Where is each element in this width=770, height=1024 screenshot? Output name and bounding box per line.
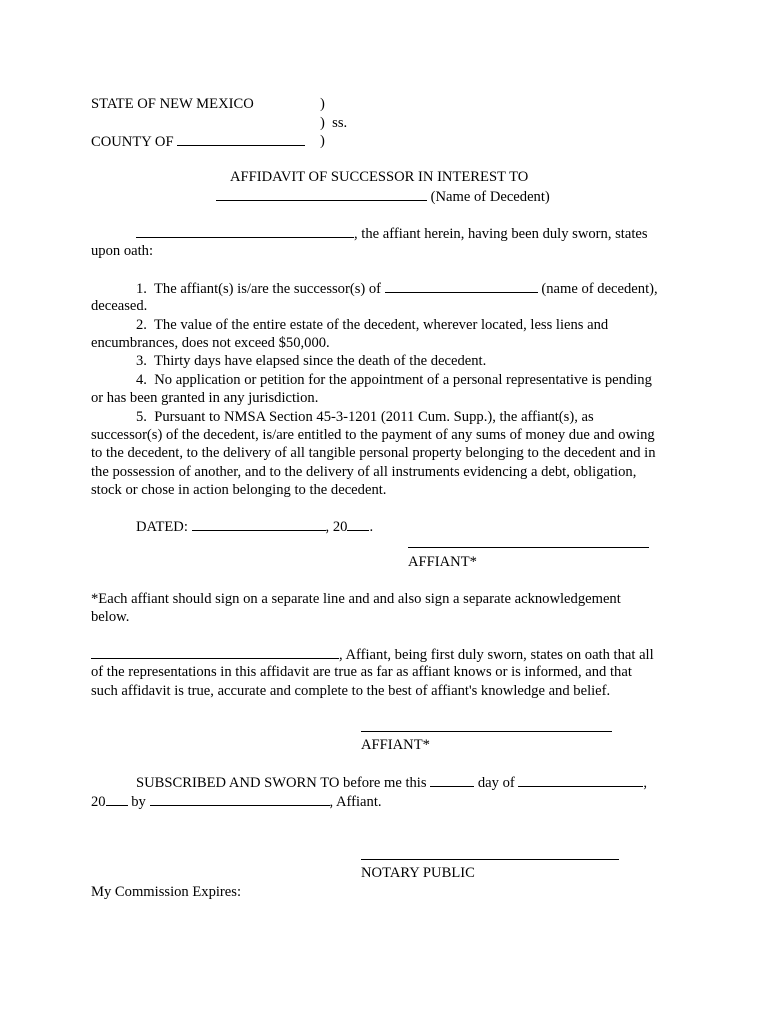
item-1-text: 1. The affiant(s) is/are the successor(s) of bbox=[136, 281, 382, 297]
caption-ss: ) ss. bbox=[320, 115, 348, 131]
county-label: COUNTY OF bbox=[91, 134, 174, 150]
oath-line-3: such affidavit is true, accurate and complete to the best of affiant's knowledge and belief. bbox=[91, 683, 611, 699]
notary-label: NOTARY PUBLIC bbox=[361, 865, 475, 881]
dated-label: DATED: bbox=[136, 519, 188, 535]
oath-text: , Affiant, being first duly sworn, states on oath that all bbox=[339, 647, 654, 663]
item-5-line-2: successor(s) of the decedent, is/are entitled to the payment of any sums of money due and owing bbox=[91, 427, 655, 443]
decedent-name-line bbox=[216, 187, 550, 206]
caption-paren-2: ) bbox=[320, 133, 325, 149]
subscribed-by-label: by bbox=[131, 794, 146, 810]
subscribed-year-label: 20 bbox=[91, 794, 106, 810]
item-5-line-4: the possession of another, and to the delivery of all instruments evidencing a debt, obligation, bbox=[91, 464, 637, 480]
item-1-decedent-blank[interactable] bbox=[385, 279, 538, 293]
decedent-name-caption: (Name of Decedent) bbox=[430, 189, 550, 205]
subscribed-month-blank[interactable] bbox=[518, 773, 643, 787]
item-1-caption: (name of decedent), bbox=[541, 281, 658, 297]
dated-blank[interactable] bbox=[192, 517, 326, 531]
oath-line-1 bbox=[91, 645, 654, 664]
intro-line-2: upon oath: bbox=[91, 243, 154, 259]
item-5-line-1: 5. Pursuant to NMSA Section 45-3-1201 (2011 Cum. Supp.), the affiant(s), as bbox=[136, 409, 594, 425]
caption-paren-1: ) bbox=[320, 96, 325, 112]
item-4-line-2: or has been granted in any jurisdiction. bbox=[91, 390, 319, 406]
county-line bbox=[91, 132, 305, 151]
subscribed-affiant-label: , Affiant. bbox=[329, 794, 382, 810]
affiant-signature-line-1[interactable] bbox=[408, 547, 649, 548]
subscribed-line-2 bbox=[91, 792, 382, 811]
subscribed-day-label: day of bbox=[477, 775, 515, 791]
dated-end: . bbox=[369, 519, 374, 535]
item-4-line-1: 4. No application or petition for the appointment of a personal representative is pending bbox=[136, 372, 652, 388]
commission-expires-label: My Commission Expires: bbox=[91, 884, 241, 900]
item-1-line-1 bbox=[136, 279, 658, 298]
affiant-label-2: AFFIANT* bbox=[361, 737, 430, 753]
subscribed-day-blank[interactable] bbox=[430, 773, 474, 787]
note-line-2: below. bbox=[91, 609, 130, 625]
intro-text: , the affiant herein, having been duly sworn, states bbox=[354, 226, 648, 242]
dated-line bbox=[136, 517, 373, 536]
subscribed-text: SUBSCRIBED AND SWORN TO before me this bbox=[136, 775, 427, 791]
dated-year-prefix: , 20 bbox=[325, 519, 348, 535]
item-1-line-2: deceased. bbox=[91, 298, 148, 314]
decedent-name-blank[interactable] bbox=[216, 187, 427, 201]
item-2-line-2: encumbrances, does not exceed $50,000. bbox=[91, 335, 330, 351]
item-3: 3. Thirty days have elapsed since the death of the decedent. bbox=[136, 353, 487, 369]
state-label: STATE OF NEW MEXICO bbox=[91, 96, 254, 112]
notary-signature-line[interactable] bbox=[361, 859, 619, 860]
item-5-line-3: to the decedent, to the delivery of all tangible personal property belonging to the decedent and in bbox=[91, 445, 656, 461]
dated-year-blank[interactable] bbox=[347, 517, 369, 531]
subscribed-affiant-blank[interactable] bbox=[150, 792, 330, 806]
document-title: AFFIDAVIT OF SUCCESSOR IN INTEREST TO bbox=[230, 169, 529, 185]
oath-line-2: of the representations in this affidavit are true as far as affiant knows or is informed, and that bbox=[91, 664, 632, 680]
affiant-signature-line-2[interactable] bbox=[361, 731, 612, 732]
note-line-1: *Each affiant should sign on a separate line and and also sign a separate acknowledgement bbox=[91, 591, 621, 607]
affiant-name-blank[interactable] bbox=[136, 224, 354, 238]
item-5-line-5: stock or chose in action belonging to the decedent. bbox=[91, 482, 387, 498]
subscribed-comma: , bbox=[643, 775, 648, 791]
subscribed-year-blank[interactable] bbox=[106, 792, 128, 806]
affiant-label-1: AFFIANT* bbox=[408, 554, 477, 570]
county-blank[interactable] bbox=[177, 132, 305, 146]
subscribed-line-1 bbox=[136, 773, 647, 792]
item-2-line-1: 2. The value of the entire estate of the decedent, wherever located, less liens and bbox=[136, 317, 609, 333]
oath-affiant-blank[interactable] bbox=[91, 645, 339, 659]
intro-line-1 bbox=[136, 224, 648, 243]
